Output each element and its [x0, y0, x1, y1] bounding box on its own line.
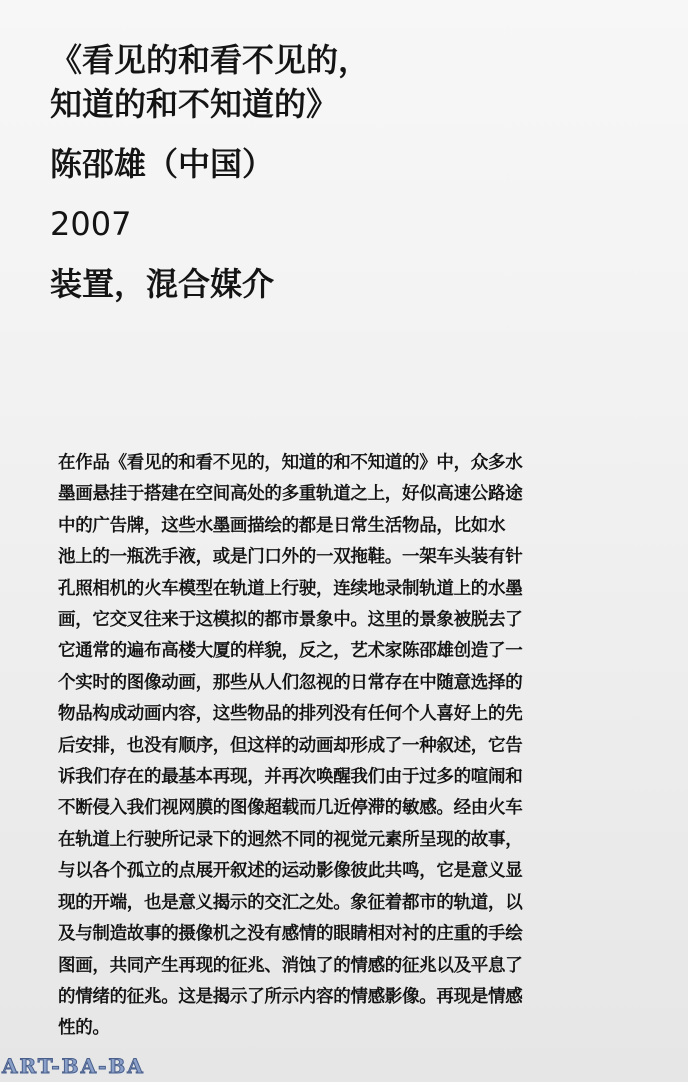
artwork-medium: 装置，混合媒介: [50, 265, 275, 303]
description-line: 池上的一瓶洗手液，或是门口外的一双拖鞋。一架车头装有针: [58, 547, 523, 568]
description-line: 在作品《看见的和看不见的，知道的和不知道的》中，众多水: [58, 453, 523, 473]
description-line: 中的广告牌，这些水墨画描绘的都是日常生活物品，比如水: [58, 515, 506, 536]
description-line: 诉我们存在的最基本再现，并再次唤醒我们由于过多的喧闹和: [58, 767, 523, 788]
description-line: 现的开端，也是意义揭示的交汇之处。象征着都市的轨道，以: [58, 892, 523, 913]
description-line: 图画，共同产生再现的征兆、消蚀了的情感的征兆以及平息了: [58, 955, 523, 976]
site-watermark: ART-BA-BA: [2, 1054, 145, 1078]
description-line: 后安排，也没有顺序，但这样的动画却形成了一种叙述，它告: [58, 735, 523, 756]
artwork-description: [58, 448, 664, 1045]
description-line: 不断侵入我们视网膜的图像超载而几近停滞的敏感。经由火车: [58, 798, 523, 819]
artwork-header: [50, 38, 650, 304]
description-line: 的情绪的征兆。这是揭示了所示内容的情感影像。再现是情感: [58, 986, 523, 1007]
artwork-title-line-1: 《看见的和看不见的，: [50, 41, 371, 79]
description-line: 孔照相机的火车模型在轨道上行驶，连续地录制轨道上的水墨: [58, 578, 523, 599]
description-line: 墨画悬挂于搭建在空间高处的多重轨道之上，好似高速公路途: [58, 484, 523, 505]
description-line: 性的。: [58, 1018, 110, 1039]
description-line: 物品构成动画内容，这些物品的排列没有任何个人喜好上的先: [58, 704, 523, 725]
description-line: 在轨道上行驶所记录下的迥然不同的视觉元素所呈现的故事，: [58, 829, 523, 850]
artwork-year: 2007: [50, 205, 132, 243]
artwork-title-line-2: 知道的和不知道的》: [50, 85, 339, 123]
description-line: 它通常的遍布高楼大厦的样貌，反之，艺术家陈邵雄创造了一: [58, 641, 523, 662]
description-line: 个实时的图像动画，那些从人们忽视的日常存在中随意选择的: [58, 672, 523, 693]
description-line: 与以各个孤立的点展开叙述的运动影像彼此共鸣，它是意义显: [58, 861, 523, 882]
description-line: 画，它交叉往来于这模拟的都市景象中。这里的景象被脱去了: [58, 610, 523, 631]
artist-name: 陈邵雄（中国）: [50, 145, 275, 183]
description-line: 及与制造故事的摄像机之没有感情的眼睛相对衬的庄重的手绘: [58, 924, 523, 945]
